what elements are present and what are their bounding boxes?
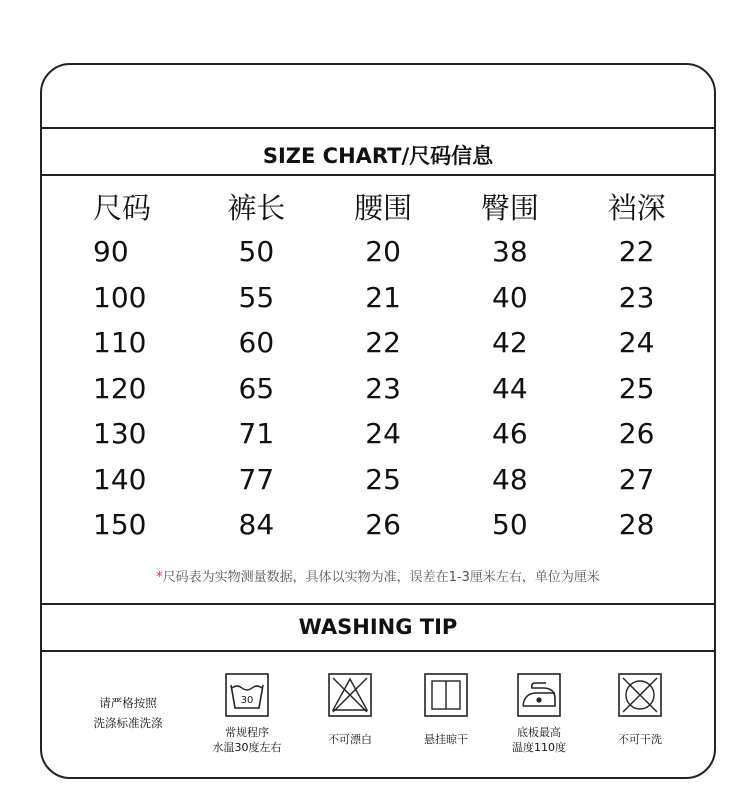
no-bleach-icon bbox=[328, 673, 372, 717]
wash-label: 温度110度 bbox=[512, 741, 566, 754]
table-cell: 26 bbox=[365, 508, 401, 542]
wash-label: 水温30度左右 bbox=[212, 741, 282, 754]
table-cell: 42 bbox=[492, 326, 528, 360]
note-text: 尺码表为实物测量数据，具体以实物为准，误差在1-3厘米左右，单位为厘米 bbox=[162, 570, 600, 585]
size-chart-title: SIZE CHART/尺码信息 bbox=[262, 144, 494, 168]
wash-item bbox=[197, 673, 297, 755]
table-cell: 110 bbox=[93, 326, 147, 360]
washing-title: WASHING TIP bbox=[298, 615, 458, 639]
table-cell: 48 bbox=[492, 462, 528, 496]
table-row bbox=[60, 320, 700, 366]
wash-30-icon bbox=[225, 673, 269, 717]
table-row bbox=[60, 502, 700, 548]
table-cell: 130 bbox=[93, 417, 147, 451]
table-cell: 84 bbox=[238, 508, 275, 542]
table-cell: 25 bbox=[365, 462, 401, 496]
header-waist: 腰围 bbox=[354, 190, 413, 225]
table-row bbox=[60, 411, 700, 457]
table-cell: 50 bbox=[492, 508, 528, 542]
table-cell: 100 bbox=[93, 280, 147, 314]
table-cell: 20 bbox=[365, 235, 401, 269]
table-cell: 60 bbox=[238, 326, 275, 360]
table-cell: 23 bbox=[618, 280, 655, 314]
table-cell: 44 bbox=[492, 371, 528, 405]
wash-label: 底板最高 bbox=[517, 726, 561, 739]
table-cell: 22 bbox=[618, 235, 655, 269]
table-row bbox=[60, 457, 700, 503]
table-row bbox=[60, 275, 700, 321]
no-dry-clean-icon bbox=[618, 673, 662, 717]
table-cell: 71 bbox=[238, 417, 275, 451]
table-cell: 55 bbox=[238, 280, 275, 314]
header-crotch-depth: 裆深 bbox=[607, 190, 666, 225]
table-cell: 40 bbox=[492, 280, 528, 314]
wash-item bbox=[590, 673, 690, 747]
wash-temp-label: 30 bbox=[240, 695, 254, 706]
size-table bbox=[60, 183, 700, 548]
table-cell: 90 bbox=[93, 235, 129, 269]
table-row bbox=[60, 366, 700, 412]
washing-intro-line: 请严格按照 bbox=[99, 696, 157, 710]
table-cell: 26 bbox=[618, 417, 655, 451]
table-cell: 22 bbox=[365, 326, 401, 360]
header-pants-length: 裤长 bbox=[227, 190, 286, 225]
note-mark: * bbox=[156, 570, 163, 585]
table-cell: 150 bbox=[93, 508, 147, 542]
divider bbox=[40, 127, 716, 129]
wash-label: 常规程序 bbox=[225, 726, 269, 739]
wash-label: 不可漂白 bbox=[328, 733, 372, 746]
size-table-header-row bbox=[60, 183, 700, 229]
washing-intro bbox=[78, 693, 178, 733]
wash-item bbox=[300, 673, 400, 747]
table-cell: 24 bbox=[618, 326, 655, 360]
table-cell: 120 bbox=[93, 371, 147, 405]
table-cell: 65 bbox=[238, 371, 275, 405]
divider bbox=[40, 174, 716, 176]
divider bbox=[40, 603, 716, 605]
table-cell: 46 bbox=[492, 417, 528, 451]
wash-label: 不可干洗 bbox=[618, 733, 662, 746]
table-cell: 50 bbox=[238, 235, 275, 269]
header-hip: 臀围 bbox=[480, 190, 539, 225]
table-row bbox=[60, 229, 700, 275]
header-size: 尺码 bbox=[93, 190, 152, 225]
table-cell: 25 bbox=[618, 371, 655, 405]
table-cell: 140 bbox=[93, 462, 147, 496]
size-note bbox=[40, 566, 716, 585]
wash-item bbox=[489, 673, 589, 755]
table-cell: 28 bbox=[618, 508, 655, 542]
divider bbox=[40, 650, 716, 652]
wash-item bbox=[396, 673, 496, 747]
wash-label: 悬挂晾干 bbox=[424, 733, 468, 746]
table-cell: 38 bbox=[492, 235, 528, 269]
table-cell: 23 bbox=[365, 371, 401, 405]
table-cell: 24 bbox=[365, 417, 401, 451]
table-cell: 21 bbox=[365, 280, 401, 314]
table-cell: 77 bbox=[238, 462, 275, 496]
washing-intro-line: 洗涤标准洗涤 bbox=[93, 716, 163, 730]
hang-dry-icon bbox=[424, 673, 468, 717]
iron-low-icon bbox=[517, 673, 561, 717]
table-cell: 27 bbox=[618, 462, 655, 496]
